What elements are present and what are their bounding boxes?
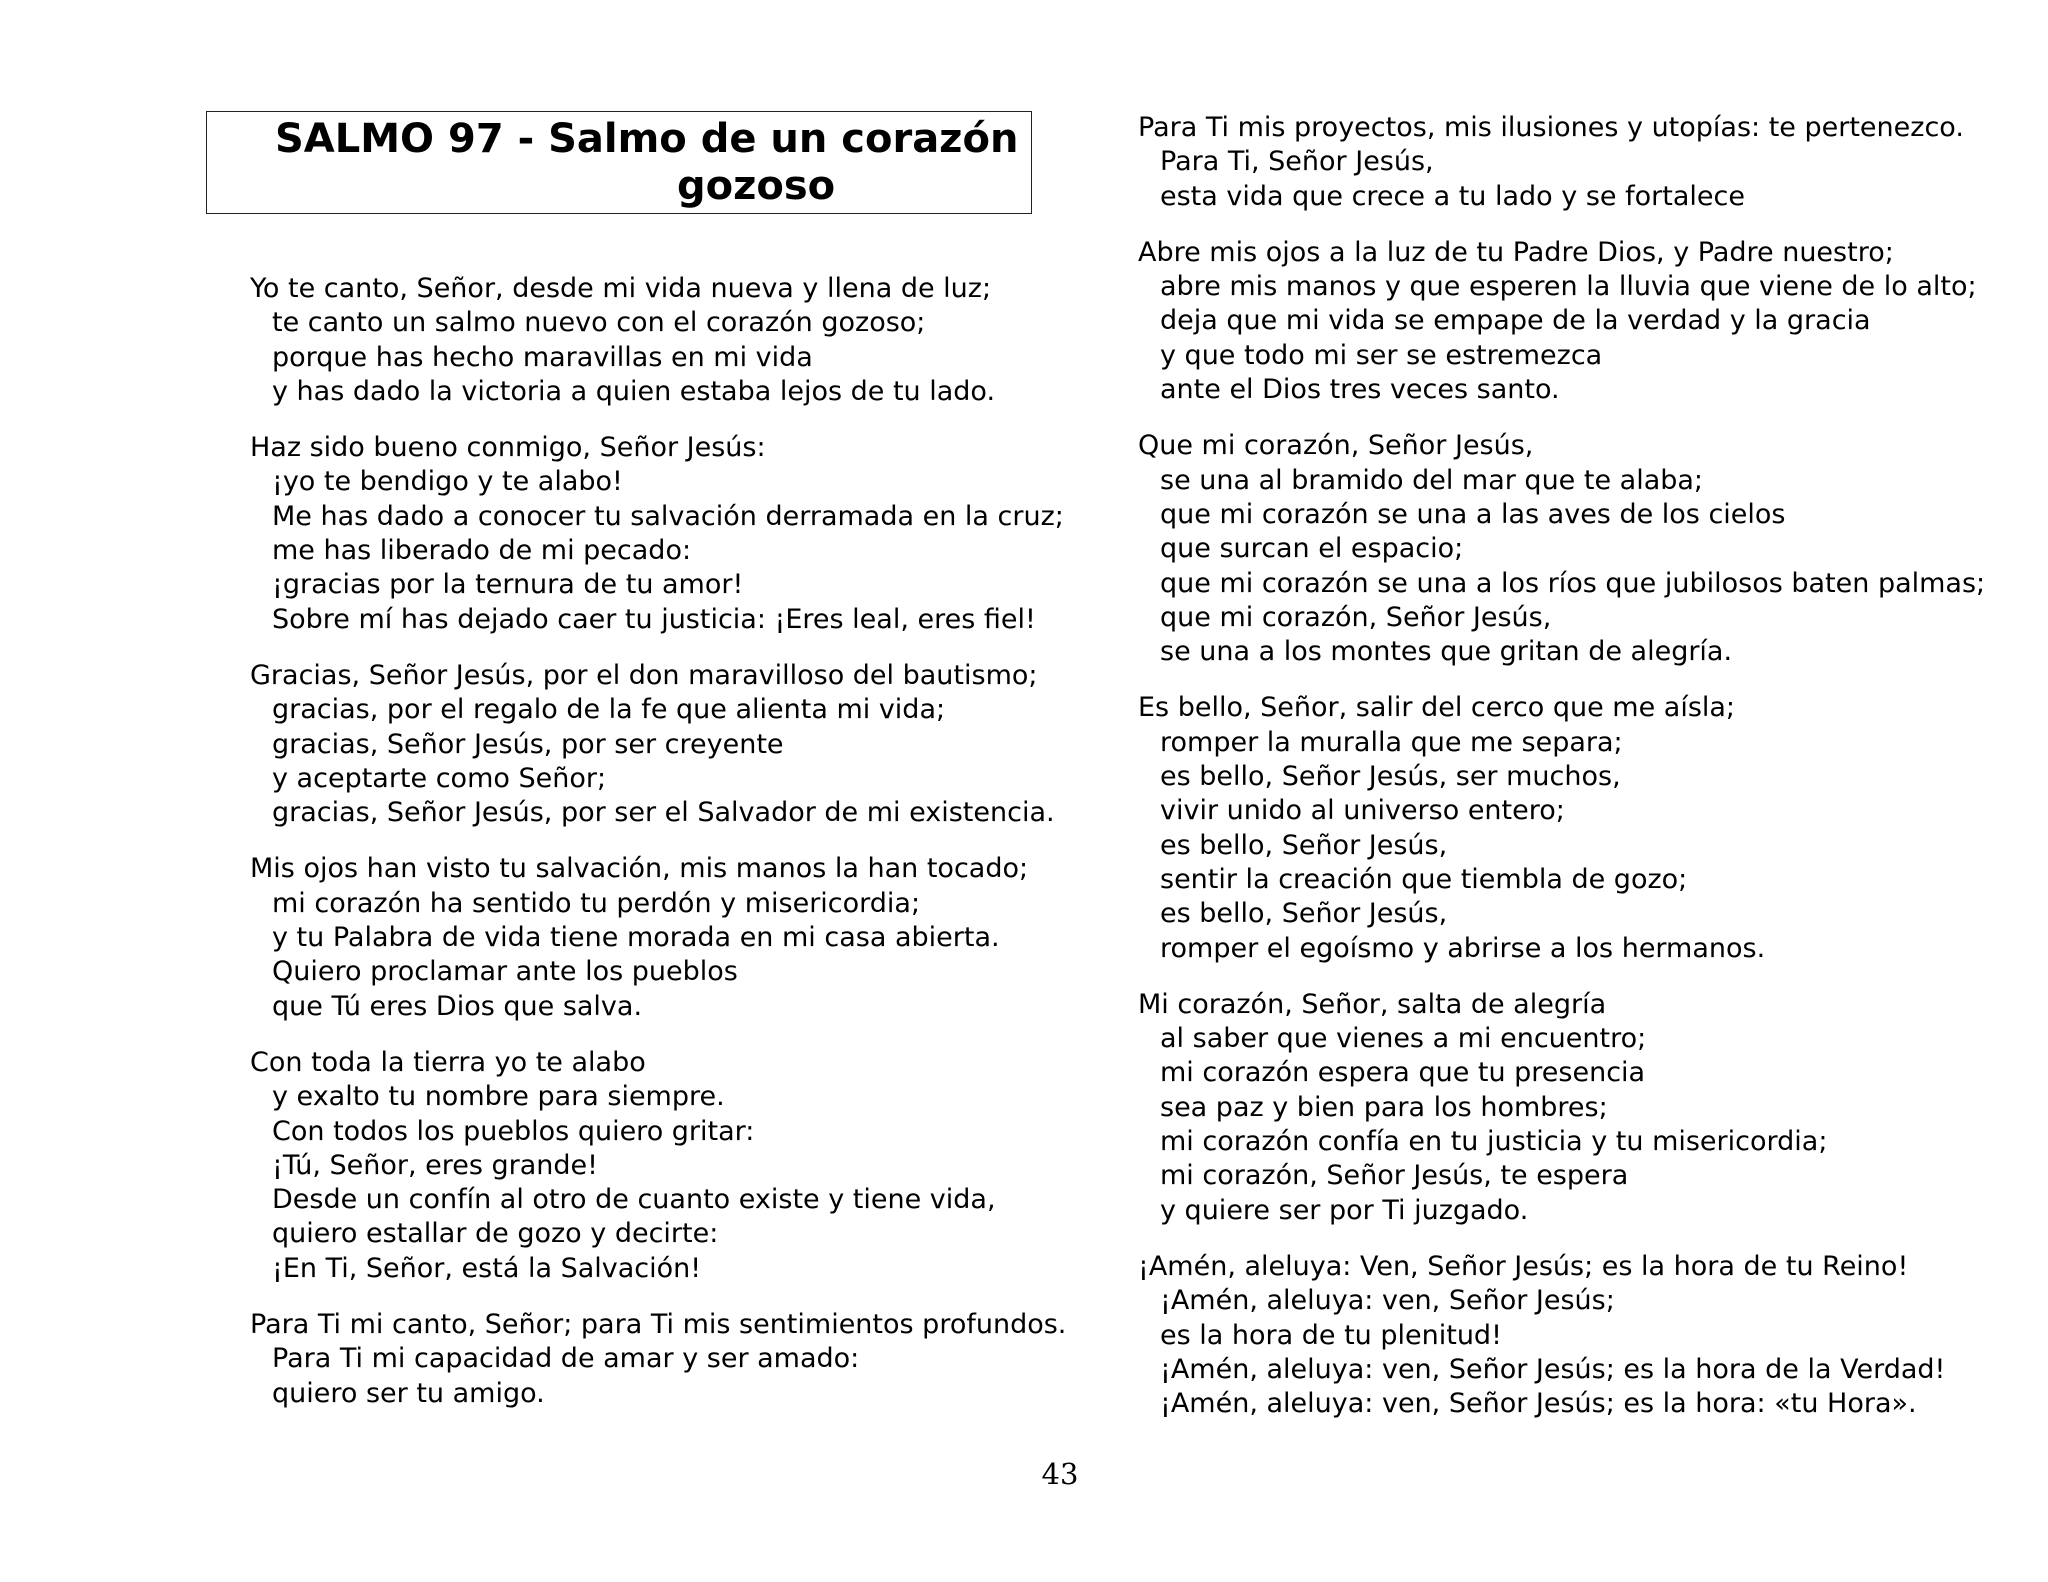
title-box <box>206 111 1032 214</box>
verse-line: Que mi corazón, Señor Jesús, <box>1138 430 1534 462</box>
verse-line: ¡gracias por la ternura de tu amor! <box>272 569 744 601</box>
verse-line: al saber que vienes a mi encuentro; <box>1160 1023 1647 1055</box>
psalm-title-line-2: gozoso <box>677 163 836 209</box>
verse-line: y tu Palabra de vida tiene morada en mi casa abierta. <box>272 922 1000 954</box>
verse-line: mi corazón espera que tu presencia <box>1160 1057 1646 1089</box>
stanza <box>250 1046 1050 1286</box>
stanza <box>250 431 1064 637</box>
stanza <box>1138 429 1998 669</box>
verse-line: Mi corazón, Señor, salta de alegría <box>1138 988 1607 1020</box>
verse-line: Haz sido bueno conmigo, Señor Jesús: <box>250 432 766 464</box>
verse-line: quiero estallar de gozo y decirte: <box>272 1218 719 1250</box>
verse-line: que surcan el espacio; <box>1160 533 1464 565</box>
stanza <box>1138 988 1998 1228</box>
verse-line: y quiere ser por Ti juzgado. <box>1160 1194 1529 1226</box>
stanza <box>1138 111 1998 214</box>
verse-line: ¡Amén, aleluya: ven, Señor Jesús; <box>1160 1285 1615 1317</box>
verse-line: y exalto tu nombre para siempre. <box>272 1081 725 1113</box>
verse-line: Desde un confín al otro de cuanto existe y tiene vida, <box>272 1184 996 1216</box>
verse-line: y aceptarte como Señor; <box>272 762 607 794</box>
stanza <box>1138 236 1998 407</box>
verse-line: vivir unido al universo entero; <box>1160 795 1565 827</box>
stanza <box>250 1308 1067 1411</box>
verse-line: y has dado la victoria a quien estaba lejos de tu lado. <box>272 375 996 407</box>
verse-line: quiero ser tu amigo. <box>272 1377 545 1409</box>
psalm-title-line-1: SALMO 97 - Salmo de un corazón <box>275 116 1019 162</box>
verse-line: ¡Amén, aleluya: Ven, Señor Jesús; es la hora de tu Reino! <box>1138 1250 1909 1282</box>
verse-line: te canto un salmo nuevo con el corazón gozoso; <box>272 307 926 339</box>
verse-line: mi corazón ha sentido tu perdón y misericordia; <box>272 887 921 919</box>
verse-line: gracias, Señor Jesús, por ser el Salvador de mi existencia. <box>272 797 1055 829</box>
verse-line: Es bello, Señor, salir del cerco que me aísla; <box>1138 692 1736 724</box>
verse-line: se una a los montes que gritan de alegría. <box>1160 636 1733 668</box>
verse-line: ¡Tú, Señor, eres grande! <box>272 1149 598 1181</box>
verse-line: ante el Dios tres veces santo. <box>1160 374 1560 406</box>
verse-line: gracias, por el regalo de la fe que alienta mi vida; <box>272 694 946 726</box>
stanza <box>250 852 1050 1023</box>
verse-line: deja que mi vida se empape de la verdad y la gracia <box>1160 305 1871 337</box>
verse-line: es bello, Señor Jesús, <box>1160 829 1448 861</box>
verse-line: Para Ti mi capacidad de amar y ser amado: <box>272 1343 860 1375</box>
verse-line: Me has dado a conocer tu salvación derramada en la cruz; <box>272 500 1064 532</box>
verse-line: es bello, Señor Jesús, <box>1160 898 1448 930</box>
verse-line: se una al bramido del mar que te alaba; <box>1160 464 1704 496</box>
verse-line: y que todo mi ser se estremezca <box>1160 339 1603 371</box>
verse-line: Para Ti, Señor Jesús, <box>1160 146 1434 178</box>
verse-line: Gracias, Señor Jesús, por el don maravilloso del bautismo; <box>250 659 1038 691</box>
verse-line: Con todos los pueblos quiero gritar: <box>272 1115 755 1147</box>
verse-line: esta vida que crece a tu lado y se fortalece <box>1160 180 1745 212</box>
verse-line: gracias, Señor Jesús, por ser creyente <box>272 728 784 760</box>
verse-line: Con toda la tierra yo te alabo <box>250 1046 646 1078</box>
stanza <box>1138 691 1998 965</box>
stanza <box>1138 1250 1998 1421</box>
verse-line: romper la muralla que me separa; <box>1160 726 1623 758</box>
verse-line: me has liberado de mi pecado: <box>272 535 692 567</box>
verse-line: Sobre mí has dejado caer tu justicia: ¡Eres leal, eres fiel! <box>272 603 1036 635</box>
verse-line: romper el egoísmo y abrirse a los hermanos. <box>1160 932 1766 964</box>
verse-line: Mis ojos han visto tu salvación, mis manos la han tocado; <box>250 853 1029 885</box>
verse-line: Yo te canto, Señor, desde mi vida nueva y llena de luz; <box>250 273 992 304</box>
verse-line: Para Ti mi canto, Señor; para Ti mis sentimientos profundos. <box>250 1309 1067 1341</box>
verse-line: Quiero proclamar ante los pueblos <box>272 956 738 988</box>
verse-line: es la hora de tu plenitud! <box>1160 1319 1502 1351</box>
verse-line: abre mis manos y que esperen la lluvia que viene de lo alto; <box>1160 271 1977 303</box>
verse-line: ¡yo te bendigo y te alabo! <box>272 466 623 498</box>
verse-line: Abre mis ojos a la luz de tu Padre Dios, y Padre nuestro; <box>1138 236 1894 268</box>
verse-line: es bello, Señor Jesús, ser muchos, <box>1160 761 1621 793</box>
psalm-title <box>207 116 1031 210</box>
verse-line: mi corazón confía en tu justicia y tu misericordia; <box>1160 1126 1828 1158</box>
verse-line: mi corazón, Señor Jesús, te espera <box>1160 1160 1629 1192</box>
verse-line: que mi corazón se una a los ríos que jubilosos baten palmas; <box>1160 567 1986 599</box>
stanza <box>250 272 1050 409</box>
verse-line: que mi corazón se una a las aves de los cielos <box>1160 498 1786 530</box>
verse-line: sentir la creación que tiembla de gozo; <box>1160 863 1688 895</box>
stanza <box>250 659 1055 830</box>
verse-line: ¡Amén, aleluya: ven, Señor Jesús; es la hora de la Verdad! <box>1160 1353 1946 1385</box>
verse-line: que Tú eres Dios que salva. <box>272 990 643 1022</box>
verse-line: que mi corazón, Señor Jesús, <box>1160 601 1552 633</box>
left-column <box>250 272 1067 1433</box>
verse-line: ¡En Ti, Señor, está la Salvación! <box>272 1252 702 1284</box>
verse-line: ¡Amén, aleluya: ven, Señor Jesús; es la hora: «tu Hora». <box>1160 1388 1917 1420</box>
right-column <box>1138 111 1998 1443</box>
verse-line: Para Ti mis proyectos, mis ilusiones y utopías: te pertenezco. <box>1138 112 1964 143</box>
page-number: 43 <box>1041 1457 1079 1491</box>
verse-line: sea paz y bien para los hombres; <box>1160 1091 1608 1123</box>
verse-line: porque has hecho maravillas en mi vida <box>272 341 813 373</box>
